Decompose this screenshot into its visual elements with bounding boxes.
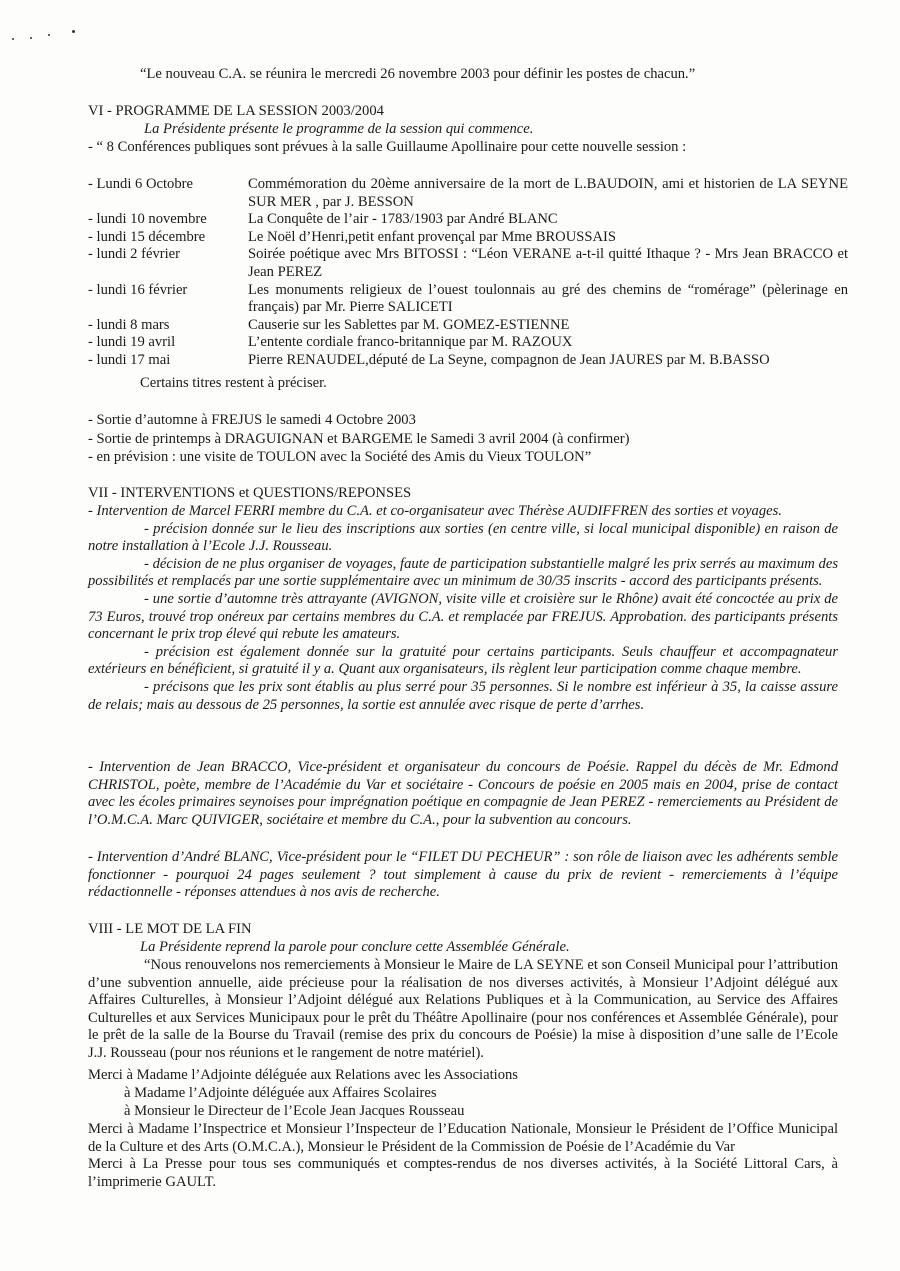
intro-line: “Le nouveau C.A. se réunira le mercredi 26 novembre 2003 pour définir les postes de chacun.” [140, 66, 696, 82]
thanks-line: Merci à La Presse pour tous ses communiqués et comptes-rendus de nos diverses activités, à la Société Littoral Cars, à l’imprimerie GAULT. [88, 1156, 838, 1190]
section-8-heading: VIII - LE MOT DE LA FIN [88, 921, 252, 937]
schedule-row [88, 334, 848, 352]
schedule-row [88, 229, 848, 247]
thanks-line: Merci à Madame l’Inspectrice et Monsieur l’Inspecteur de l’Education Nationale, Monsieur le Président de l’Office Municipal de la Culture et des Arts (O.M.C.A.), Monsieur le Président de la Commission de Poésie de l’Académie du Var [88, 1121, 838, 1155]
thanks-line: Merci à Madame l’Adjointe déléguée aux Relations avec les Associations [88, 1067, 518, 1083]
ferri-point: - décision de ne plus organiser de voyages, faute de participation substantielle malgré les prix serrés au maximum des possibilités et remplacés par une sortie supplémentaire avec un minimum de 30/35 inscrits - accord des participants présents. [88, 555, 838, 590]
schedule-date: - lundi 15 décembre [88, 228, 206, 245]
bracco-intervention: - Intervention de Jean BRACCO, Vice-président et organisateur du concours de Poésie. Rappel du décès de Mr. Edmond CHRISTOL, poète, membre de l’Académie du Var et sociétaire - Concours de poésie en 2005 mais en 2004, prise de contact avec les écoles primaires seynoises pour imprégnation poétique en compagnie de Jean PEREZ - remerciements au Président de l’O.M.C.A. Marc QUIVIGER, sociétaire et membre du C.A., pour la subvention au concours. [88, 759, 838, 828]
schedule-description: La Conquête de l’air - 1783/1903 par André BLANC [248, 211, 558, 228]
thanks-paragraph: “Nous renouvelons nos remerciements à Monsieur le Maire de LA SEYNE et son Conseil Municipal pour l’attribution d’une subvention annuelle, aide précieuse pour la réalisation de nos diverses activités, à Monsieur l’Adjoint délégué aux Affaires Culturelles, à Monsieur l’Adjoint délégué aux Relations Publiques et à la Communication, au Service des Affaires Culturelles et aux Services Municipaux pour le prêt du Théâtre Apollinaire (pour nos conférences et Assemblée Générale), pour le prêt de la salle de la Bourse du Travail (remise des prix du concours de Poésie) la mise à disposition d’une salle de l’Ecole J.J. Rousseau (pour nos réunions et le rangement de notre matériel). [88, 957, 838, 1061]
schedule-description: Pierre RENAUDEL,député de La Seyne, compagnon de Jean JAURES par M. B.BASSO [248, 351, 770, 368]
schedule-date: - lundi 8 mars [88, 316, 170, 333]
schedule-note: Certains titres restent à préciser. [140, 375, 327, 391]
scan-speck [12, 38, 14, 40]
ferri-point: - précision est également donnée sur la gratuité pour certains participants. Seuls chauffeur et accompagnateur extérieurs en bénéficient, si gratuité il y a. Quant aux organisateurs, ils règlent leur participation comme chaque membre. [88, 643, 838, 678]
scan-speck [48, 34, 50, 36]
scan-speck [72, 30, 75, 33]
schedule-date: - lundi 17 mai [88, 351, 171, 368]
conferences-intro: - “ 8 Conférences publiques sont prévues à la salle Guillaume Apollinaire pour cette nouvelle session : [88, 139, 687, 155]
section-6-subtitle: La Présidente présente le programme de la session qui commence. [144, 121, 534, 137]
section-7-heading: VII - INTERVENTIONS et QUESTIONS/REPONSES [88, 485, 412, 501]
blanc-intervention: - Intervention d’André BLANC, Vice-président pour le “FILET DU PECHEUR” : son rôle de liaison avec les adhérents semble fonctionner - pourquoi 24 pages seulement ? tout simplement à cause du prix de revient - remerciements à l’équipe rédactionnelle - réponses attendues à nos avis de recherche. [88, 849, 838, 901]
outing-line: - en prévision : une visite de TOULON avec la Société des Amis du Vieux TOULON” [88, 449, 592, 465]
schedule-row [88, 246, 848, 281]
section-8-subtitle: La Présidente reprend la parole pour conclure cette Assemblée Générale. [140, 939, 570, 955]
conference-schedule [88, 176, 848, 370]
schedule-description: Les monuments religieux de l’ouest toulonnais au gré des chemins de “roméragе” (pèlerinage en français) par Mr. Pierre SALICETI [248, 281, 848, 316]
schedule-date: - Lundi 6 Octobre [88, 176, 193, 192]
ferri-intervention [88, 503, 838, 714]
section-6-heading: VI - PROGRAMME DE LA SESSION 2003/2004 [88, 103, 384, 119]
schedule-row [88, 317, 848, 335]
schedule-description: Commémoration du 20ème anniversaire de la mort de L.BAUDOIN, ami et historien de LA SEYNE SUR MER , par J. BESSON [248, 176, 848, 210]
schedule-date: - lundi 19 avril [88, 334, 176, 351]
schedule-description: Causerie sur les Sablettes par M. GOMEZ-ESTIENNE [248, 316, 570, 333]
thanks-line: à Madame l’Adjointe déléguée aux Affaires Scolaires [124, 1085, 437, 1101]
schedule-description: Soirée poétique avec Mrs BITOSSI : “Léon VERANE a-t-il quitté Ithaque ? - Mrs Jean BRACCO et Jean PEREZ [248, 246, 848, 280]
outing-line: - Sortie de printemps à DRAGUIGNAN et BARGEME le Samedi 3 avril 2004 (à confirmer) [88, 431, 630, 447]
scan-speck [30, 37, 32, 39]
closing-paragraph [88, 957, 838, 1063]
schedule-description: L’entente cordiale franco-britannique par M. RAZOUX [248, 334, 573, 351]
closing-thanks [88, 1121, 838, 1191]
schedule-date: - lundi 16 février [88, 281, 188, 298]
ferri-point: - précisons que les prix sont établis au plus serré pour 35 personnes. Si le nombre est inférieur à 35, la caisse assure de relais; mais au dessous de 25 personnes, la sortie est annulée avec risque de perte d’arrhes. [88, 678, 838, 713]
schedule-row [88, 282, 848, 317]
ferri-point: - précision donnée sur le lieu des inscriptions aux sorties (en centre ville, si local municipal disponible) en raison de notre installation à l’Ecole J.J. Rousseau. [88, 520, 838, 555]
ferri-point: - une sortie d’automne très attrayante (AVIGNON, visite ville et croisière sur le Rhône) avait été concoctée au prix de 73 Euros, trouvé trop onéreux par certains membres du C.A. et remplacée par FREJUS. Approbation. des participants présents concernant le prix trop élevé qui rebute les amateurs. [88, 590, 838, 643]
schedule-date: - lundi 2 février [88, 246, 180, 263]
schedule-date: - lundi 10 novembre [88, 211, 207, 228]
ferri-intro: - Intervention de Marcel FERRI membre du C.A. et co-organisateur avec Thérèse AUDIFFREN des sorties et voyages. [88, 503, 782, 519]
schedule-row [88, 176, 848, 211]
thanks-line: à Monsieur le Directeur de l’Ecole Jean Jacques Rousseau [124, 1103, 465, 1119]
schedule-row [88, 352, 848, 370]
outing-line: - Sortie d’automne à FREJUS le samedi 4 Octobre 2003 [88, 412, 416, 428]
schedule-row [88, 211, 848, 229]
schedule-description: Le Noël d’Henri,petit enfant provençal par Mme BROUSSAIS [248, 228, 617, 245]
